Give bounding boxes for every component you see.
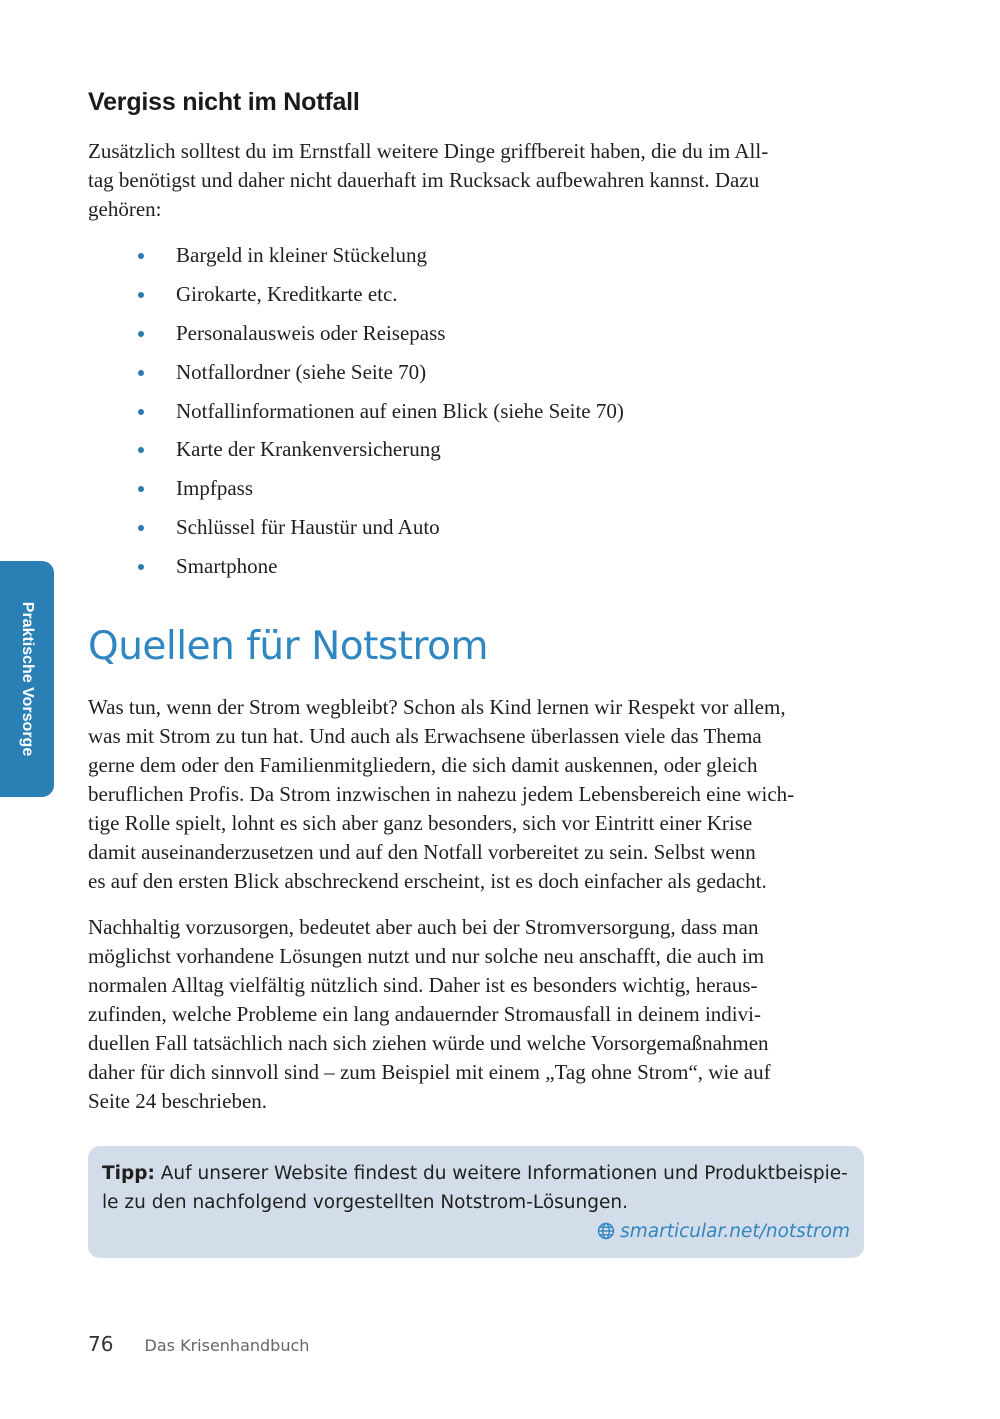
tip-box xyxy=(88,1146,864,1258)
intro-line: gehören: xyxy=(88,197,162,221)
bullet-icon xyxy=(138,253,144,259)
chapter-side-tab-label: Praktische Vorsorge xyxy=(19,601,36,757)
paragraph-line: was mit Strom zu tun hat. Und auch als Erwachsene überlassen viele das Thema xyxy=(88,724,762,748)
paragraph-line: Was tun, wenn der Strom wegbleibt? Schon als Kind lernen wir Respekt vor allem, xyxy=(88,695,786,719)
list-item: Bargeld in kleiner Stückelung xyxy=(88,240,864,279)
paragraph-line: damit auseinanderzusetzen und auf den Notfall vorbereitet zu sein. Selbst wenn xyxy=(88,840,756,864)
paragraph-line: möglichst vorhandene Lösungen nutzt und nur solche neu anschafft, die auch im xyxy=(88,944,765,968)
bullet-icon xyxy=(138,486,144,492)
list-item: Personalausweis oder Reisepass xyxy=(88,318,864,357)
section-paragraph-1 xyxy=(88,693,864,896)
list-item: Smartphone xyxy=(88,551,864,590)
intro-line: Zusätzlich solltest du im Ernstfall weitere Dinge griffbereit haben, die du im All- xyxy=(88,139,769,163)
paragraph-line: beruflichen Profis. Da Strom inzwischen in nahezu jedem Lebensbereich eine wich- xyxy=(88,782,795,806)
page-number: 76 xyxy=(88,1332,114,1356)
bullet-icon xyxy=(138,525,144,531)
subsection-intro xyxy=(88,137,864,224)
globe-icon xyxy=(597,1220,615,1249)
list-item: Karte der Krankenversicherung xyxy=(88,434,864,473)
paragraph-line: Seite 24 beschrieben. xyxy=(88,1089,268,1113)
paragraph-line: Nachhaltig vorzusorgen, bedeutet aber auch bei der Stromversorgung, dass man xyxy=(88,915,759,939)
tip-line: le zu den nachfolgend vorgestellten Notstrom-Lösungen. xyxy=(102,1192,628,1213)
emergency-items-list xyxy=(88,240,864,590)
tip-label: Tipp: xyxy=(102,1163,155,1184)
paragraph-line: gerne dem oder den Familienmitgliedern, die sich damit auskennen, oder gleich xyxy=(88,753,758,777)
paragraph-line: tige Rolle spielt, lohnt es sich aber ganz besonders, sich vor Eintritt einer Krise xyxy=(88,811,753,835)
paragraph-line: daher für dich sinnvoll sind – zum Beispiel mit einem „Tag ohne Strom“, wie auf xyxy=(88,1060,771,1084)
section-paragraph-2 xyxy=(88,913,864,1116)
list-item: Impfpass xyxy=(88,473,864,512)
bullet-icon xyxy=(138,409,144,415)
intro-line: tag benötigst und daher nicht dauerhaft im Rucksack aufbewahren kannst. Dazu xyxy=(88,168,760,192)
subsection-heading: Vergiss nicht im Notfall xyxy=(88,88,360,116)
bullet-icon xyxy=(138,331,144,337)
chapter-side-tab xyxy=(0,561,54,797)
bullet-icon xyxy=(138,564,144,570)
paragraph-line: normalen Alltag vielfältig nützlich sind. Daher ist es besonders wichtig, heraus- xyxy=(88,973,758,997)
paragraph-line: zufinden, welche Probleme ein lang andauernder Stromausfall in deinem indivi- xyxy=(88,1002,761,1026)
list-item: Girokarte, Kreditkarte etc. xyxy=(88,279,864,318)
paragraph-line: es auf den ersten Blick abschreckend erscheint, ist es doch einfacher als gedacht. xyxy=(88,869,767,893)
section-title: Quellen für Notstrom xyxy=(88,624,489,669)
tip-line: Auf unserer Website findest du weitere Informationen und Produktbeispie- xyxy=(154,1163,848,1184)
bullet-icon xyxy=(138,447,144,453)
bullet-icon xyxy=(138,370,144,376)
book-title: Das Krisenhandbuch xyxy=(144,1336,310,1355)
page-footer xyxy=(88,1332,309,1356)
tip-text xyxy=(102,1159,850,1217)
bullet-icon xyxy=(138,292,144,298)
list-item: Schlüssel für Haustür und Auto xyxy=(88,512,864,551)
list-item: Notfallordner (siehe Seite 70) xyxy=(88,357,864,396)
website-link[interactable]: smarticular.net/notstrom xyxy=(620,1221,850,1242)
paragraph-line: duellen Fall tatsächlich nach sich ziehen würde und welche Vorsorgemaßnahmen xyxy=(88,1031,769,1055)
tip-link-row xyxy=(102,1217,850,1249)
list-item: Notfallinformationen auf einen Blick (siehe Seite 70) xyxy=(88,396,864,435)
